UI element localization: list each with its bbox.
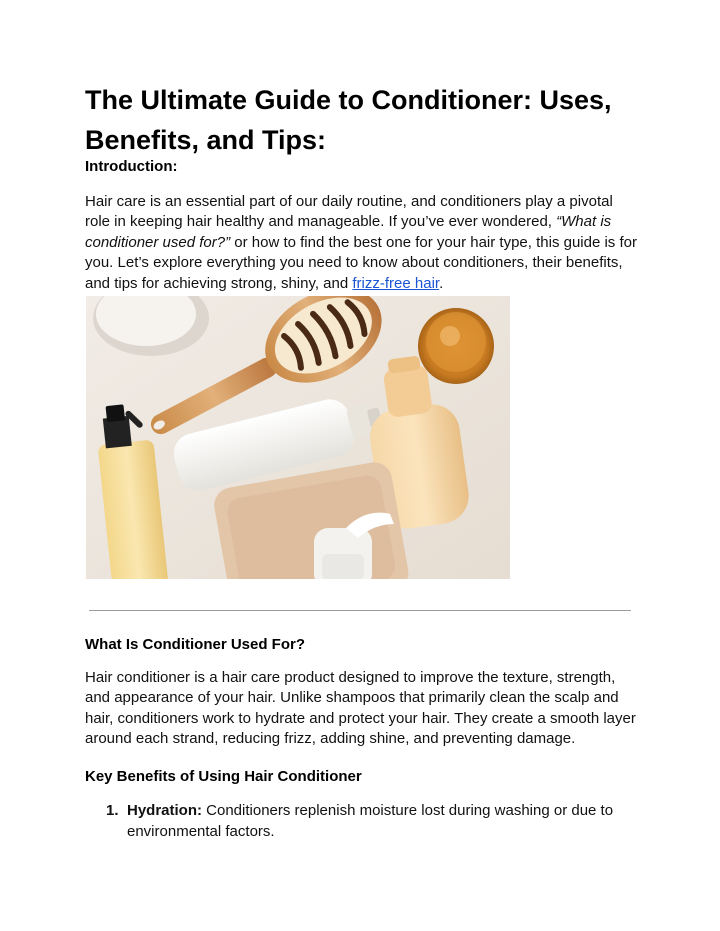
hero-image [86,296,510,579]
section-heading-benefits: Key Benefits of Using Hair Conditioner [85,768,362,785]
intro-text-2: or how to find the best one for your hair type, this guide is for you. Let’s explore everything you need to know about conditioners, their benefits, and tips for achieving strong, shiny, and [85,233,637,292]
section-what-paragraph: Hair conditioner is a hair care product designed to improve the texture, strength, and appearance of your hair. Unlike shampoos that primarily clean the scalp and hair, conditioners work to hydrate and protect your hair. They create a smooth layer around each strand, reducing frizz, adding shine, and preventing damage. [85,669,636,748]
intro-paragraph [85,192,637,294]
intro-text-1: Hair care is an essential part of our daily routine, and conditioners play a pivotal role in keeping hair healthy and manageable. If you’ve ever wondered, [85,193,613,231]
horizontal-rule [89,610,631,611]
benefit-term: Hydration: [127,802,202,819]
section-heading-what: What Is Conditioner Used For? [85,636,305,653]
list-item [85,800,637,842]
list-number: 1. [106,802,119,819]
frizz-free-hair-link[interactable]: frizz-free hair [352,274,440,292]
intro-quote: “What is conditioner used for?” [85,213,612,251]
benefit-text: Conditioners replenish moisture lost during washing or due to environmental factors. [127,802,614,840]
intro-heading: Introduction: [85,158,178,175]
page-title: The Ultimate Guide to Conditioner: Uses, Benefits, and Tips: [85,85,612,155]
intro-text-3: . [439,274,444,292]
benefits-list [85,800,637,842]
